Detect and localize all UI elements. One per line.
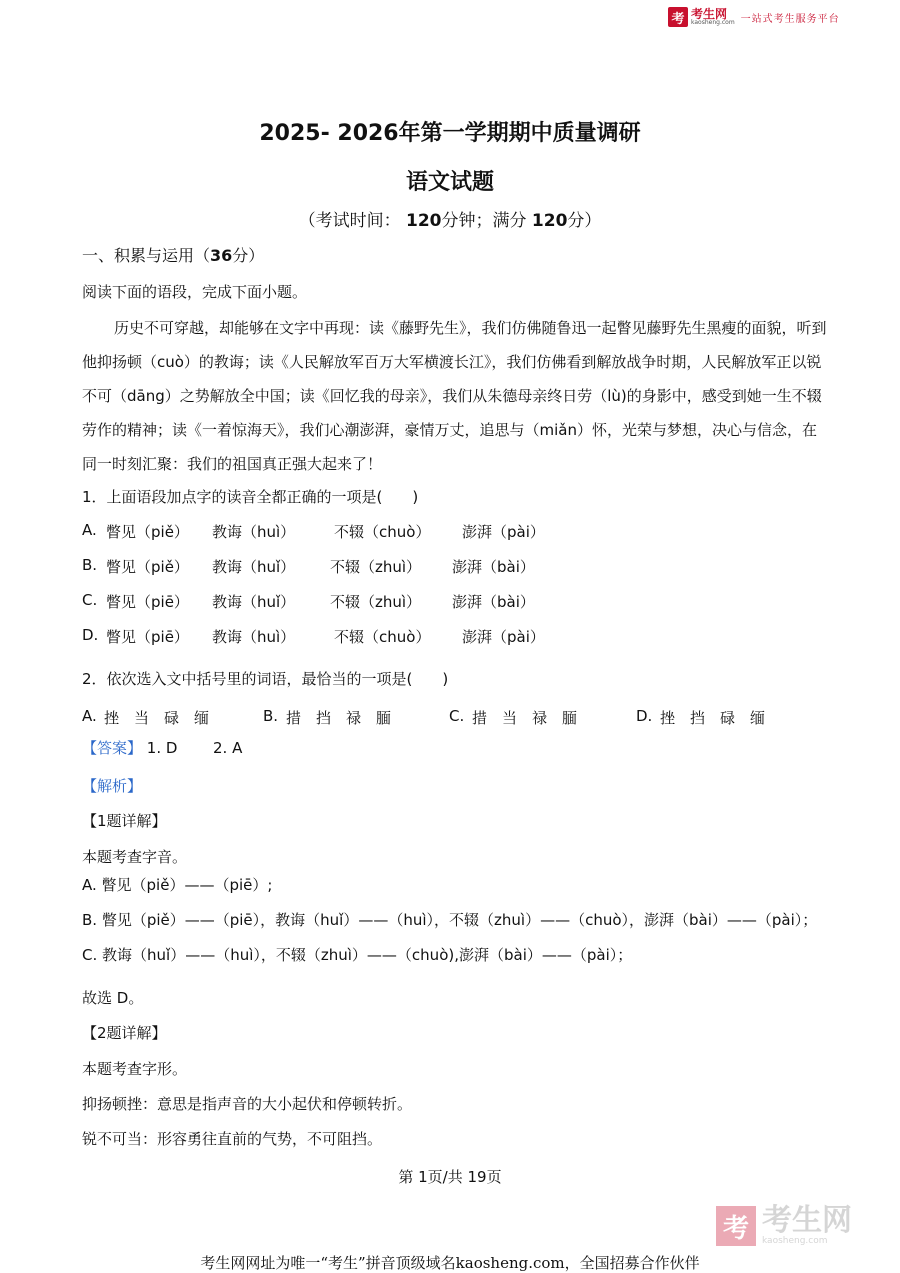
header-logo (668, 6, 840, 28)
q1-analysis-intro: 本题考查字音。 (82, 848, 188, 866)
exam-info (0, 206, 900, 231)
q2-option-a-text: 挫 当 碌 缅 (104, 709, 210, 727)
q2-analysis-term-1: 抑扬顿挫：意思是指声音的大小起伏和停顿转折。 (82, 1095, 413, 1113)
section-heading (82, 243, 264, 266)
option-word-4: 澎湃（bài） (452, 558, 535, 576)
full-score: 120 (531, 211, 568, 231)
option-word-2: 教诲（huì） (212, 523, 296, 541)
question-2-stem: 2．依次选入文中括号里的词语，最恰当的一项是( ) (82, 670, 449, 688)
exam-info-mid: 分钟；满分 (441, 211, 527, 231)
answer-2: 2. A (213, 739, 243, 757)
section-instruction: 阅读下面的语段，完成下面小题。 (82, 283, 308, 301)
exam-info-suffix: 分） (567, 211, 602, 231)
reading-passage: 历史不可穿越，却能够在文字中再现：读《藤野先生》，我们仿佛随鲁迅一起瞥见藤野先生黑瘦的面貌，听到他抑扬顿（cuò）的教诲；读《人民解放军百万大军横渡长江》，我们仿佛看到解放战争时期，人民解放军正以锐不可（dāng）之势解放全中国；读《回忆我的母亲》，我们从朱德母亲终日劳（lù)的身影中，感受到她一生不辍劳作的精神；读《一着惊海天》，我们心潮澎湃，豪情万丈，追思与（miǎn）怀，光荣与梦想，决心与信念，在同一时刻汇聚：我们的祖国真正强大起来了！ (82, 319, 827, 473)
option-label: D. (82, 626, 99, 644)
exam-subject: 语文试题 (405, 170, 494, 195)
option-word-4: 澎湃（bài） (452, 593, 535, 611)
q2-option-c-label: C. (449, 707, 465, 725)
watermark-icon: 考 (716, 1206, 756, 1246)
option-word-3: 不辍（chuò） (334, 523, 431, 541)
exam-time: 120 (406, 211, 442, 231)
answer-line (82, 737, 242, 758)
section-heading-suffix: 分） (232, 246, 265, 265)
option-word-3: 不辍（zhuì） (330, 558, 422, 576)
option-word-1: 瞥见（piě） (106, 558, 189, 576)
q2-analysis-heading: 【2题详解】 (82, 1024, 167, 1042)
option-word-4: 澎湃（pài） (462, 628, 545, 646)
option-word-2: 教诲（huǐ） (212, 593, 296, 611)
option-word-2: 教诲（huǐ） (212, 558, 296, 576)
exam-info-prefix: （考试时间： (298, 211, 401, 231)
q2-analysis-intro: 本题考查字形。 (82, 1060, 188, 1078)
option-label: A. (82, 521, 97, 539)
q1-analysis-a: A. 瞥见（piě）——（piē）; (82, 876, 273, 894)
option-word-1: 瞥见（piē） (106, 593, 189, 611)
brand-name: 考生网 (691, 7, 728, 21)
question-1-stem: 1．上面语段加点字的读音全都正确的一项是( ) (82, 488, 419, 506)
q2-option-d-text: 挫 挡 碌 缅 (660, 709, 766, 727)
q2-option-c-text: 措 当 禄 腼 (472, 709, 578, 727)
watermark-text (762, 1203, 852, 1246)
logo-text (691, 8, 735, 26)
brand-slogan: 一站式考生服务平台 (740, 13, 840, 25)
q2-analysis-term-2: 锐不可当：形容勇往直前的气势，不可阻挡。 (82, 1130, 383, 1148)
q2-option-b-label: B. (263, 707, 279, 725)
q1-analysis-conclusion: 故选 D。 (82, 989, 144, 1007)
exam-title: 2025- 2026年第一学期期中质量调研 (259, 121, 641, 146)
q1-analysis-heading: 【1题详解】 (82, 812, 167, 830)
watermark-logo (716, 1203, 852, 1246)
option-label: C. (82, 591, 98, 609)
footer-notice: 考生网网址为唯一“考生”拼音顶级域名kaosheng.com，全国招募合作伙伴 (200, 1254, 700, 1272)
q1-analysis-c: C. 教诲（huǐ）——（huì），不辍（zhuì）——（chuò),澎湃（bài）——（pài）； (82, 946, 633, 964)
option-word-1: 瞥见（piě） (106, 523, 189, 541)
q2-option-d-label: D. (636, 707, 653, 725)
section-points: 36 (210, 246, 233, 265)
option-word-4: 澎湃（pài） (462, 523, 545, 541)
q2-option-a-label: A. (82, 707, 97, 725)
option-word-3: 不辍（chuò） (334, 628, 431, 646)
answer-label: 【答案】 (82, 739, 143, 757)
q1-analysis-b: B. 瞥见（piě）——（piē），教诲（huǐ）——（huì），不辍（zhuì）——（chuò），澎湃（bài）——（pài）； (82, 911, 818, 929)
brand-domain: kaosheng.com (691, 19, 735, 26)
answer-1: 1. D (146, 739, 178, 757)
option-word-1: 瞥见（piē） (106, 628, 189, 646)
analysis-label: 【解析】 (82, 777, 143, 795)
option-label: B. (82, 556, 98, 574)
option-word-2: 教诲（huì） (212, 628, 296, 646)
section-heading-prefix: 一、积累与运用（ (82, 246, 211, 265)
watermark-name: 考生网 (762, 1203, 852, 1238)
logo-icon: 考 (668, 7, 688, 27)
option-word-3: 不辍（zhuì） (330, 593, 422, 611)
watermark-domain: kaosheng.com (762, 1236, 828, 1246)
q2-option-b-text: 措 挡 禄 腼 (286, 709, 392, 727)
page-number: 第 1页/共 19页 (398, 1168, 502, 1186)
